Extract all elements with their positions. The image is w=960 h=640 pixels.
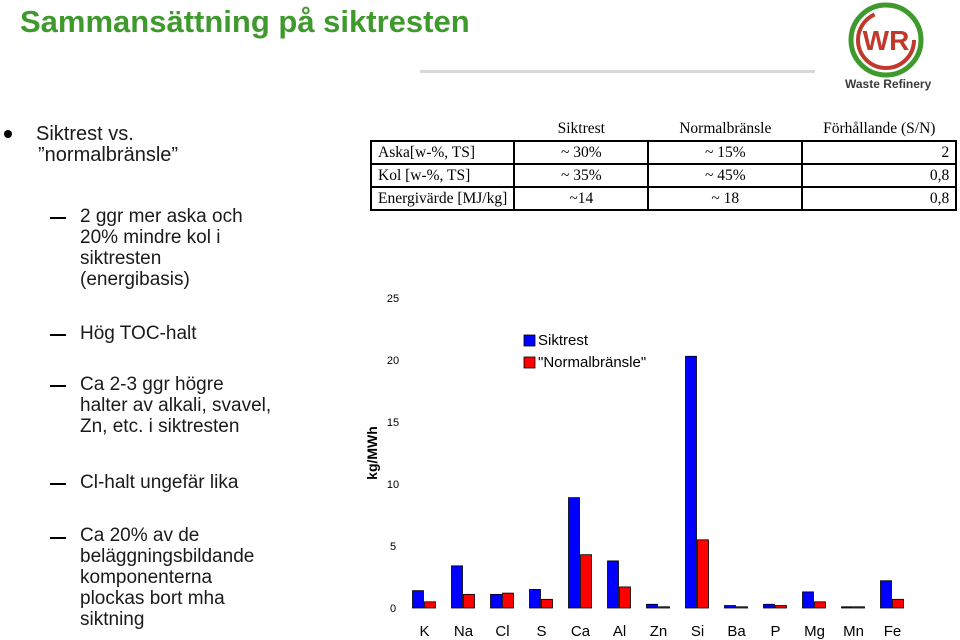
table-header-cell: Siktrest (557, 119, 605, 137)
table-header-cell: Förhållande (S/N) (823, 119, 936, 137)
bar-siktrest (803, 592, 814, 608)
sub-bullet-line: Hög TOC-halt (80, 323, 197, 344)
table-cell: ~ 45% (648, 164, 802, 187)
table-cell: ~14 (514, 187, 648, 210)
bar-normalbransle (893, 599, 904, 608)
x-tick-label: Si (690, 623, 705, 640)
sub-bullet-line: plockas bort mha (80, 588, 225, 609)
sub-bullet-line: Ca 20% av de (80, 525, 200, 546)
sub-bullet-line: Zn, etc. i siktresten (80, 416, 240, 437)
bar-siktrest (452, 566, 463, 608)
legend-label: Siktrest (538, 332, 589, 349)
table-cell: 2 (802, 141, 956, 164)
sub-bullet-line: 2 ggr mer aska och (80, 206, 243, 227)
x-tick-label: S (536, 623, 547, 640)
bar-siktrest (530, 589, 541, 608)
x-tick-label: Cl (495, 623, 510, 640)
table-cell: Kol [w-%, TS] (371, 164, 514, 187)
x-tick-label: Ba (727, 623, 746, 640)
bar-normalbransle (815, 602, 826, 608)
bar-normalbransle (620, 587, 631, 608)
bar-normalbransle (698, 540, 709, 608)
bar-siktrest (686, 356, 697, 608)
table-cell: ~ 15% (648, 141, 802, 164)
y-tick-label: 0 (389, 603, 397, 615)
bar-normalbransle (659, 607, 670, 608)
logo-mark: WR (862, 25, 910, 56)
bar-normalbransle (776, 606, 787, 608)
bar-siktrest (764, 604, 775, 608)
bar-siktrest (725, 606, 736, 608)
table-header-cell: Normalbränsle (679, 119, 772, 137)
bar-siktrest (647, 604, 658, 608)
main-bullet-line: Siktrest vs. (36, 123, 134, 145)
bar-siktrest (569, 498, 580, 608)
table-cell: Energivärde [MJ/kg] (371, 187, 514, 210)
bar-normalbransle (464, 594, 475, 608)
table-cell: ~ 18 (648, 187, 802, 210)
bar-normalbransle (425, 602, 436, 608)
x-tick-label: K (419, 623, 430, 640)
x-tick-label: Al (612, 623, 627, 640)
y-tick-label: 10 (386, 479, 400, 491)
logo-text: Waste Refinery (845, 77, 932, 91)
sub-bullet-line: beläggningsbildande (80, 546, 255, 567)
legend-label: "Normalbränsle" (538, 354, 647, 371)
table-cell: 0,8 (802, 164, 956, 187)
sub-bullet-line: (energibasis) (80, 269, 190, 290)
y-tick-label: 5 (389, 541, 397, 553)
sub-bullet-line: Ca 2-3 ggr högre (80, 374, 224, 395)
sub-bullet-line: Cl-halt ungefär lika (80, 472, 239, 493)
legend-swatch (524, 335, 535, 346)
sub-bullet-line: siktresten (80, 248, 162, 269)
x-tick-label: Zn (649, 623, 668, 640)
bar-siktrest (413, 591, 424, 608)
table-cell: ~ 35% (514, 164, 648, 187)
sub-bullet-line: siktning (80, 609, 145, 630)
table-cell: ~ 30% (514, 141, 648, 164)
table-cell: 0,8 (802, 187, 956, 210)
x-tick-label: Ca (570, 623, 591, 640)
bar-normalbransle (737, 607, 748, 608)
bar-normalbransle (503, 593, 514, 608)
x-tick-label: Fe (883, 623, 902, 640)
x-tick-label: Mg (804, 623, 825, 640)
bar-siktrest (491, 594, 502, 608)
bar-siktrest (608, 561, 619, 608)
bar-normalbransle (581, 555, 592, 608)
bar-siktrest (881, 581, 892, 608)
main-bullet-line: ”normalbränsle” (38, 144, 179, 166)
page-title: Sammansättning på siktresten (20, 4, 470, 39)
sub-bullet-line: 20% mindre kol i (80, 227, 221, 248)
sub-bullet-line: halter av alkali, svavel, (80, 395, 272, 416)
bar-normalbransle (542, 599, 553, 608)
y-tick-label: 25 (386, 293, 400, 305)
x-tick-label: Na (453, 623, 474, 640)
bar-normalbransle (854, 607, 865, 608)
y-tick-label: 15 (386, 417, 400, 429)
y-axis-label: kg/MWh (364, 426, 380, 480)
x-tick-label: Mn (843, 623, 864, 640)
y-tick-label: 20 (386, 355, 400, 367)
legend-swatch (524, 357, 535, 368)
x-tick-label: P (770, 623, 781, 640)
bar-siktrest (842, 607, 853, 608)
sub-bullet-line: komponenterna (80, 567, 213, 588)
table-cell: Aska[w-%, TS] (371, 141, 514, 164)
